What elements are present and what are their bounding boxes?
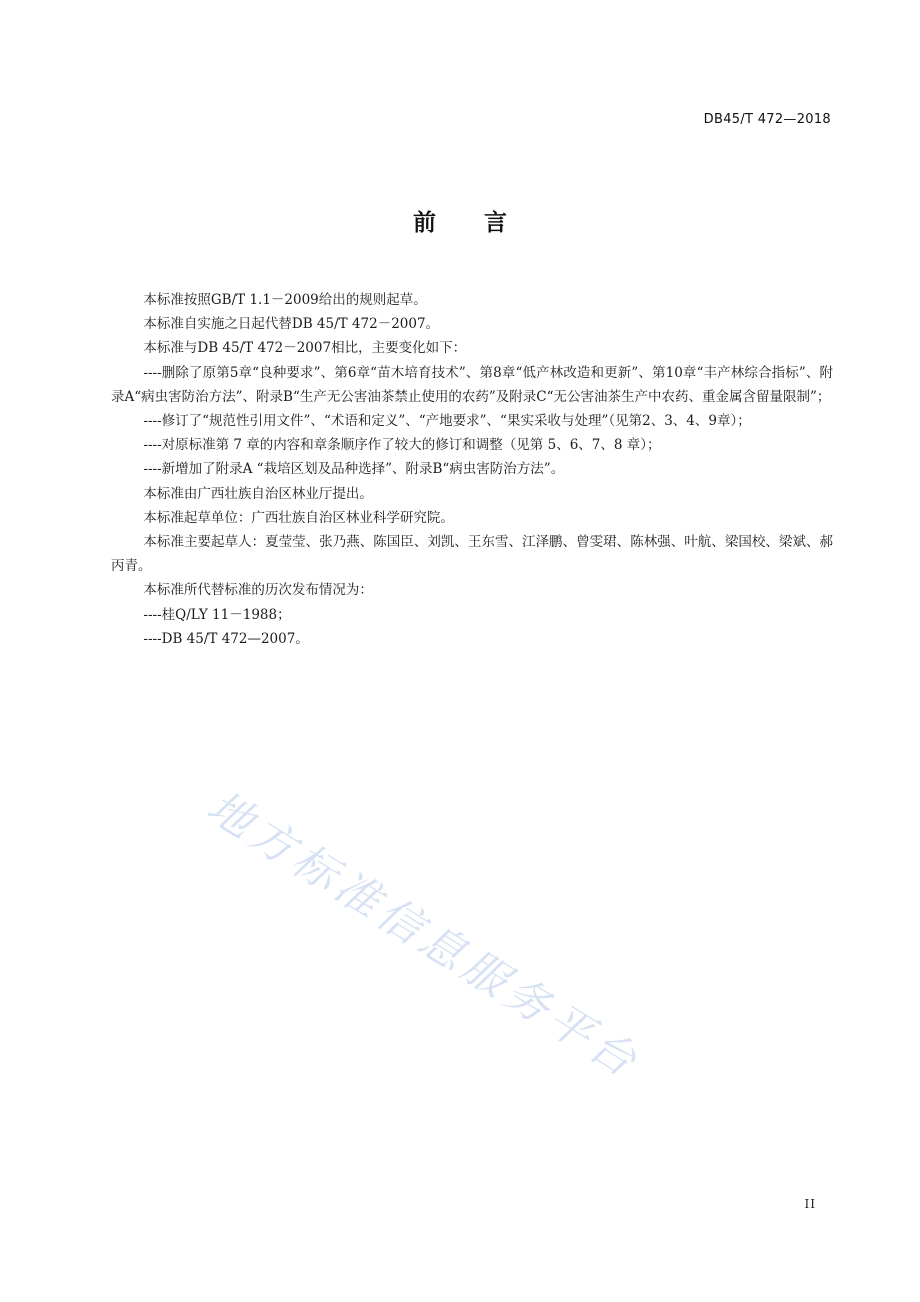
paragraph-drafting-unit: 本标准起草单位：广西壮族自治区林业科学研究院。 bbox=[143, 509, 454, 526]
paragraph-drafters: 本标准主要起草人：夏莹莹、张乃燕、陈国臣、刘凯、王东雪、江泽鹏、曾雯珺、陈林强、叶航、梁国校、梁斌、郝丙青。 bbox=[111, 534, 833, 575]
paragraph-replaces: 本标准自实施之日起代替DB 45/T 472－2007。 bbox=[143, 316, 440, 333]
paragraph-change-deleted: ----删除了原第5章“良种要求”、第6章“苗木培育技术”、第8章“低产林改造和更新”、第10章“丰产林综合指标”、附录A“病虫害防治方法”、附录B“生产无公害油茶禁止使用的农药”及附录C“无公害油茶生产中农药、重金属含留量限制”； bbox=[111, 364, 833, 405]
document-code: DB45/T 472—2018 bbox=[703, 112, 831, 127]
paragraph-changes-intro: 本标准与DB 45/T 472－2007相比，主要变化如下： bbox=[143, 340, 467, 357]
page-number: II bbox=[804, 1197, 816, 1211]
paragraph-change-added: ----新增加了附录A “栽培区划及品种选择”、附录B“病虫害防治方法”。 bbox=[143, 461, 565, 478]
paragraph-change-adjusted: ----对原标准第 7 章的内容和章条顺序作了较大的修订和调整（见第 5、6、7、8 章）； bbox=[143, 437, 661, 454]
paragraph-history-1988: ----桂Q/LY 11－1988； bbox=[143, 606, 291, 623]
paragraph-drafting-rules: 本标准按照GB/T 1.1－2009给出的规则起草。 bbox=[143, 292, 427, 308]
watermark: 地方标准信息服务平台 bbox=[198, 781, 650, 1090]
paragraph-history-2007: ----DB 45/T 472—2007。 bbox=[143, 630, 309, 647]
page-title-char-left: 前 bbox=[413, 210, 436, 236]
paragraph-change-revised: ----修订了“规范性引用文件”、“术语和定义”、“产地要求”、“果实采收与处理”（见第2、3、4、9章）； bbox=[143, 413, 751, 430]
paragraph-history-intro: 本标准所代替标准的历次发布情况为： bbox=[143, 582, 373, 599]
page-title bbox=[0, 204, 920, 237]
foreword-body bbox=[111, 288, 833, 651]
paragraph-proposer: 本标准由广西壮族自治区林业厅提出。 bbox=[143, 485, 373, 502]
page-title-char-right: 言 bbox=[484, 210, 507, 236]
